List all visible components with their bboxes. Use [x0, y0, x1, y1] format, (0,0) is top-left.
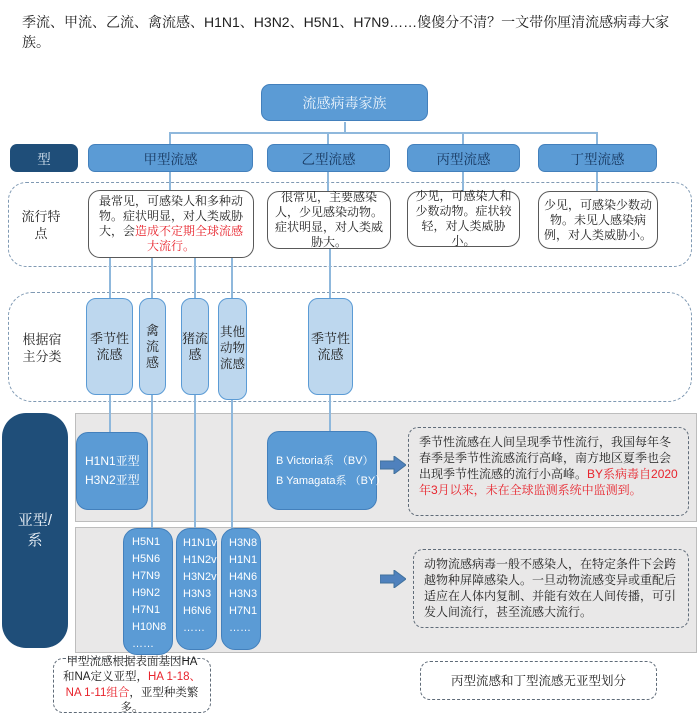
connector-to-type-a [169, 133, 171, 144]
feature-type-c-text: 少见，可感染人和少数动物。症状较轻，对人类威胁小。 [415, 189, 512, 248]
host-avian [139, 298, 166, 395]
node-type-d [538, 144, 657, 172]
connector-a-other [231, 256, 233, 298]
subtype-h1n1: H1N1亚型 [85, 454, 140, 468]
lineage-b-box [267, 431, 387, 510]
list-item: H5N1 [132, 536, 161, 548]
row-label-subtype-text: 亚型/系 [17, 511, 53, 549]
list-item: H3N3 [183, 588, 212, 600]
host-seasonal-b-label: 季节性流感 [310, 330, 350, 362]
row-label-host-text: 根据宿主分类 [22, 332, 62, 364]
row-label-type-text: 型 [37, 152, 51, 167]
connector-root-horizontal [169, 132, 598, 134]
list-item: …… [183, 622, 205, 634]
feature-type-b [267, 191, 391, 249]
connector-a-swine [194, 256, 196, 298]
note-ha-na-black1: 甲型流感根据表面基因HA和NA定义亚型， [62, 655, 198, 683]
row-label-feature [16, 200, 66, 250]
node-type-c [407, 144, 520, 172]
feature-type-d [538, 191, 658, 249]
node-type-a [88, 144, 253, 172]
host-swine [181, 298, 209, 395]
feature-type-d-text: 少见，可感染少数动物。未见人感染病例，对人类威胁小。 [544, 197, 653, 242]
feature-type-a [88, 190, 254, 258]
host-seasonal-a-label: 季节性流感 [89, 330, 129, 362]
connector-to-type-d [596, 133, 598, 144]
host-other-animal-label: 其他动物流感 [219, 325, 245, 371]
row-label-subtype [2, 413, 68, 648]
host-avian-label: 禽流感 [145, 322, 159, 370]
subtype-seasonal-a-box [76, 432, 148, 510]
list-item: H5N6 [132, 553, 161, 565]
root-node-flu-family [261, 84, 428, 121]
host-swine-label: 猪流感 [182, 330, 209, 362]
node-type-b-label: 乙型流感 [301, 152, 356, 167]
note-seasonal-black: 季节性流感在人间呈现季节性流行，我国每年冬春季是季节性流感流行高峰，南方地区夏季也会出现季节性流感的流行小高峰。 [419, 435, 672, 481]
feature-type-b-text: 很常见，主要感染人，少见感染动物。症状明显，对人类威胁大。 [274, 190, 383, 249]
connector-other-subtype [231, 399, 233, 529]
connector-to-type-c [462, 133, 464, 144]
list-item: H1N2v [183, 554, 217, 566]
node-type-d-label: 丁型流感 [570, 152, 625, 167]
note-ha-na-black2: ，亚型种类繁多。 [120, 686, 199, 714]
connector-swine-subtype [194, 395, 196, 529]
subtype-list-swine [176, 528, 217, 650]
arrow-right-icon [380, 570, 406, 588]
list-item: H4N6 [229, 571, 258, 583]
note-no-subtype-text: 丙型流感和丁型流感无亚型划分 [450, 673, 626, 688]
note-seasonal [408, 427, 689, 516]
list-item: H7N9 [132, 570, 161, 582]
row-label-feature-text: 流行特点 [21, 209, 61, 241]
note-no-subtype [420, 661, 657, 700]
connector-a-seasonal [109, 256, 111, 298]
subtype-h3n2: H3N2亚型 [85, 473, 140, 487]
feature-a-red: 造成不定期全球流感大流行。 [135, 224, 244, 253]
list-item: H1N1 [229, 554, 258, 566]
connector-a-avian [151, 256, 153, 298]
note-ha-na-text [62, 655, 202, 717]
connector-to-type-b [327, 133, 329, 144]
subtype-list-other-animal [221, 528, 261, 650]
note-animal-text: 动物流感病毒一般不感染人，在特定条件下会跨越物种屏障感染人。一旦动物流感变异或重配后适应在人体内复制、并能有效在人间传播，可引发人间流行，甚至流感大流行。 [424, 557, 677, 619]
lineage-bv: B Victoria系 （BV） [276, 454, 374, 467]
arrow-right-icon [380, 456, 406, 474]
list-item: H9N2 [132, 587, 161, 599]
list-item: H7N1 [229, 605, 258, 617]
node-type-c-label: 丙型流感 [436, 152, 491, 167]
list-item: H3N8 [229, 537, 258, 549]
connector-seasonal-subtype [109, 395, 111, 433]
connector-avian-subtype [151, 395, 153, 529]
node-type-a-label: 甲型流感 [143, 152, 198, 167]
intro-text: 季流、甲流、乙流、禽流感、H1N1、H3N2、H5N1、H7N9……傻傻分不清？一文带你厘清流感病毒大家族。 [22, 14, 670, 50]
list-item: H6N6 [183, 605, 212, 617]
list-item: H3N3 [229, 588, 258, 600]
list-item: H7N1 [132, 604, 161, 616]
feature-a-black: 最常见，可感染人和多种动物。症状明显，对人类威胁大，会 [98, 194, 243, 238]
list-item: H1N1v [183, 537, 217, 549]
connector-seasonalb-lineage [329, 395, 331, 432]
list-item: H3N2v [183, 571, 217, 583]
note-ha-na-red: HA 1-18、NA 1-11组合 [65, 671, 202, 699]
row-label-type [10, 144, 78, 172]
note-ha-na [53, 655, 211, 714]
note-animal [413, 549, 689, 628]
root-node-label: 流感病毒家族 [302, 94, 387, 111]
host-seasonal-b [308, 298, 353, 395]
host-other-animal [218, 298, 247, 400]
node-type-b [267, 144, 390, 172]
note-seasonal-red: BY系病毒自2020年3月以来，未在全球监测系统中监测到。 [419, 467, 678, 497]
connector-b-seasonal [329, 248, 331, 298]
connector-type-d-feature [596, 172, 598, 192]
list-item: H10N8 [132, 621, 167, 633]
host-seasonal-a [86, 298, 133, 395]
connector-type-a-feature [169, 172, 171, 191]
list-item: …… [229, 622, 251, 634]
feature-type-c [407, 191, 520, 247]
subtype-list-avian [123, 528, 173, 655]
connector-type-b-feature [327, 172, 329, 192]
row-label-host [18, 318, 66, 378]
lineage-by: B Yamagata系 （BY） [276, 474, 387, 487]
list-item: …… [132, 638, 154, 650]
feature-type-a-text [94, 194, 248, 254]
